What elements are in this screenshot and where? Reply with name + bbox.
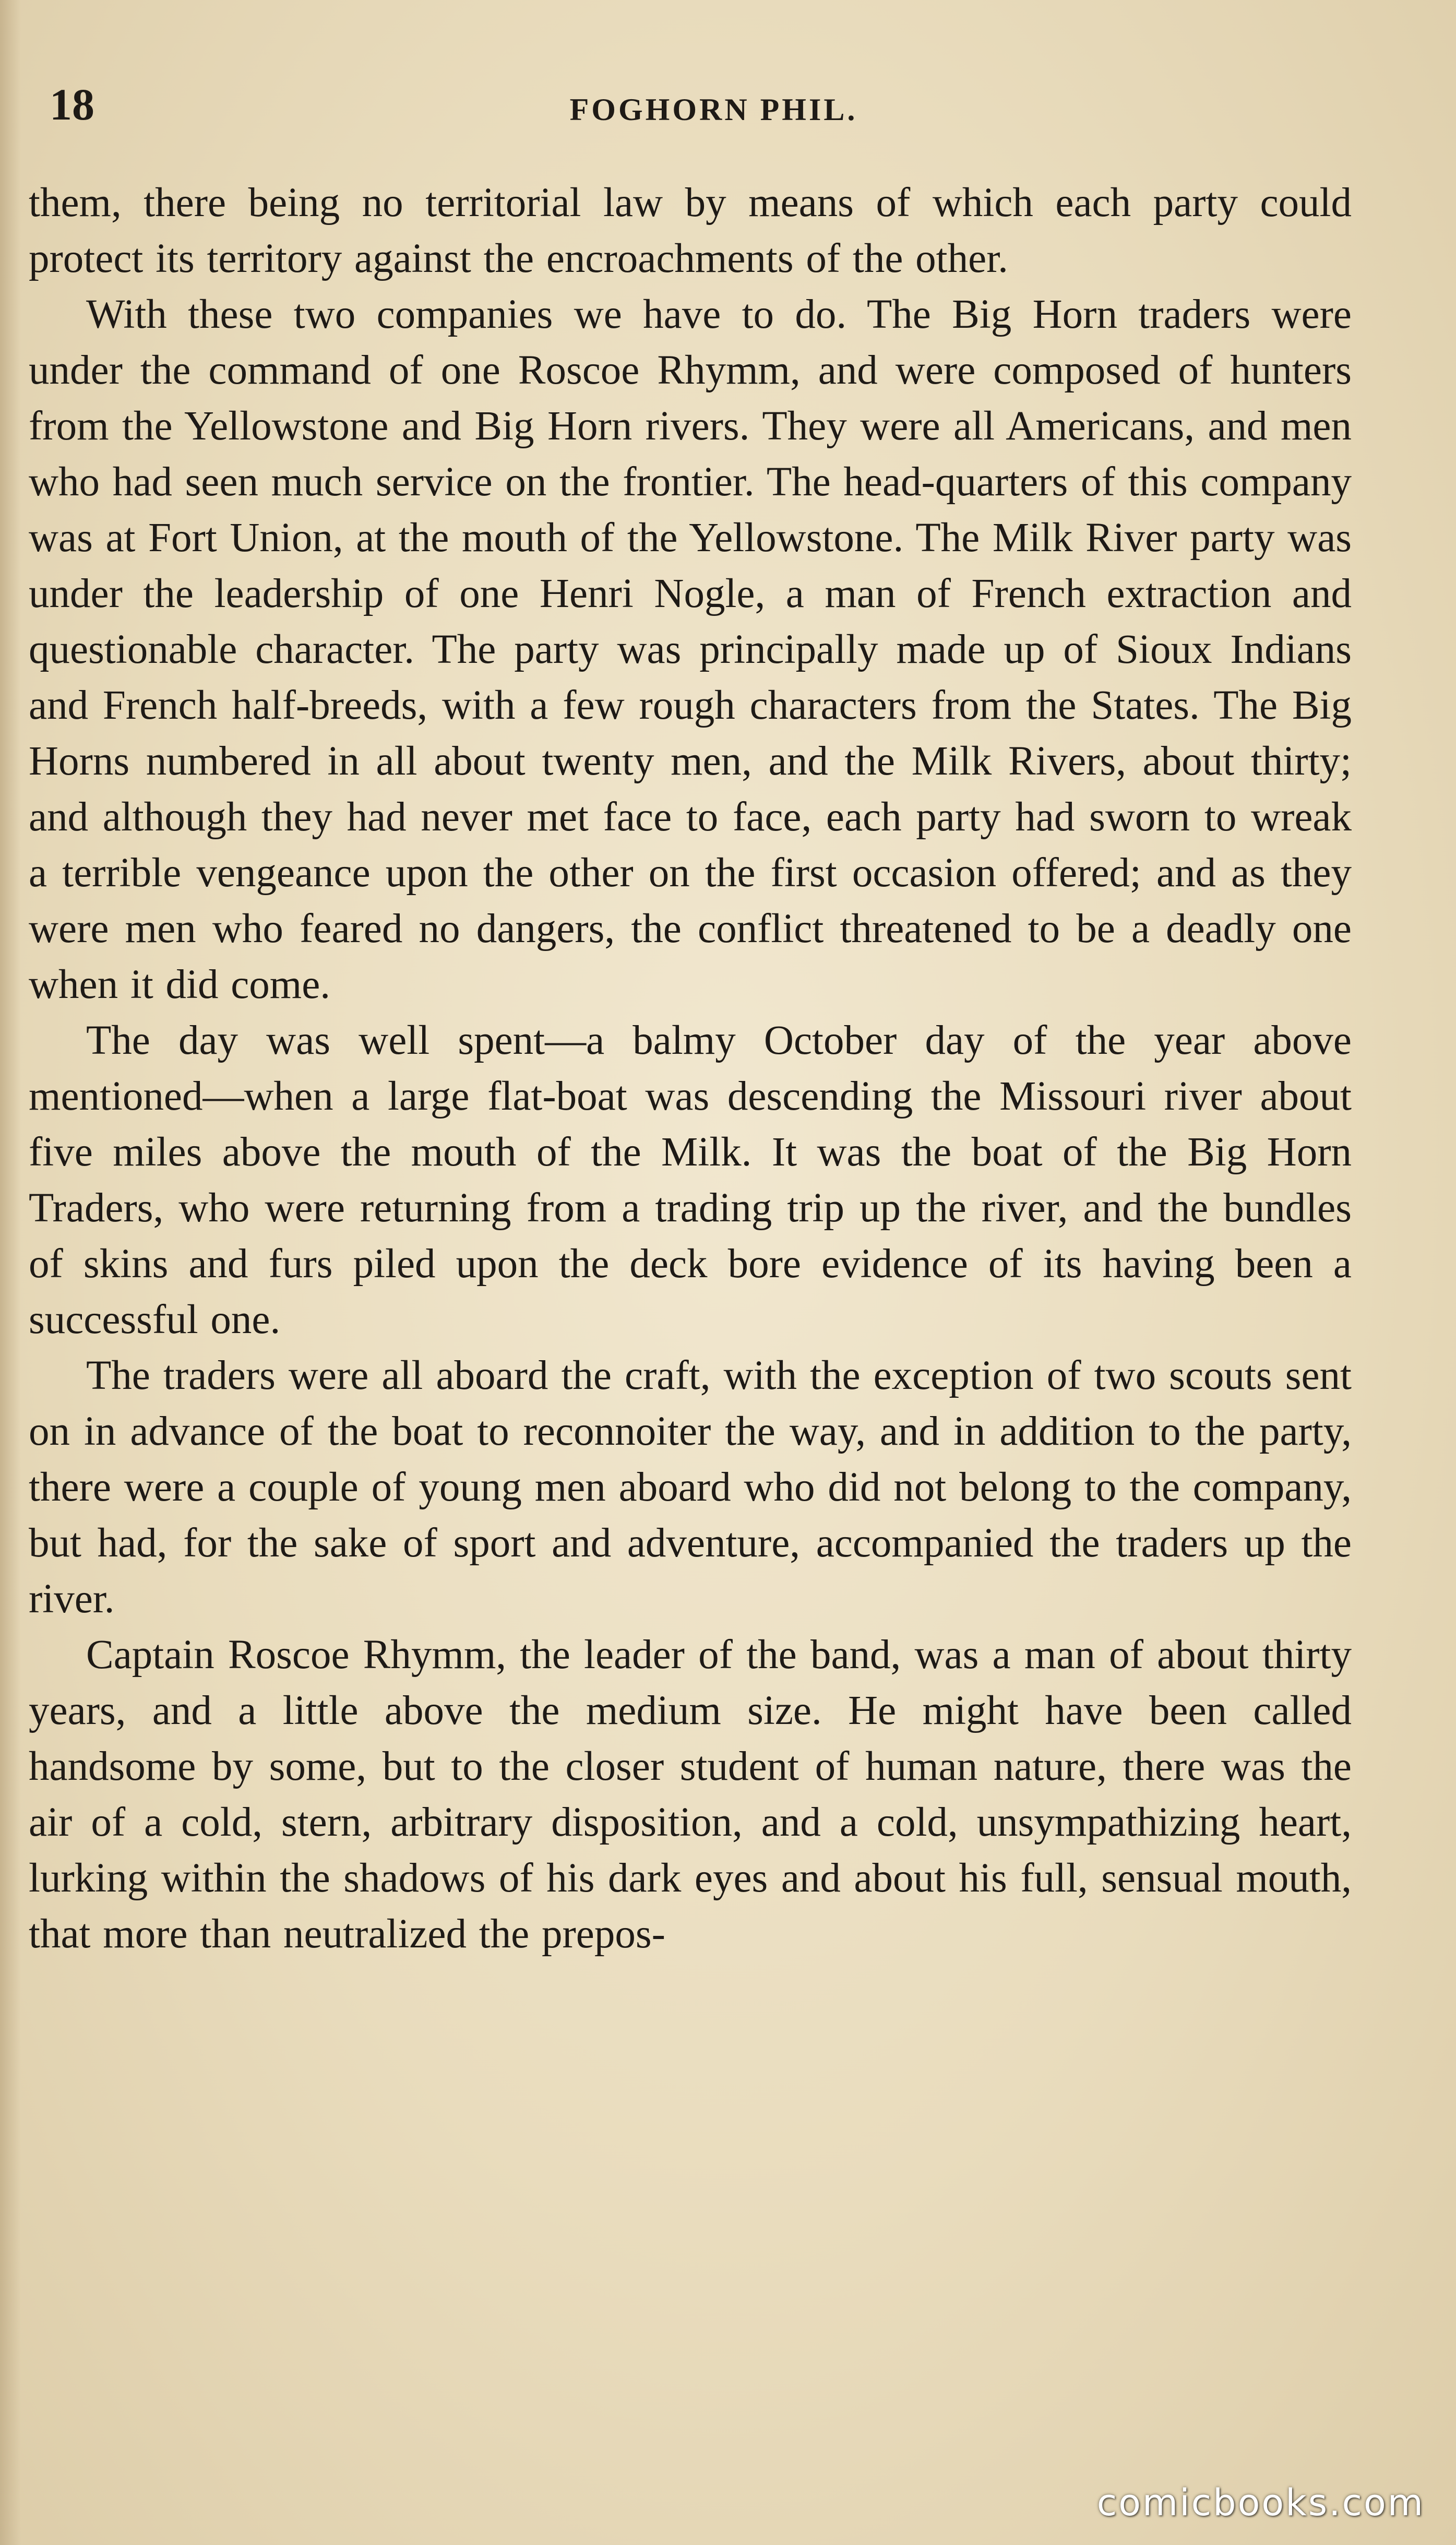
paragraph-continuation: them, there being no territorial law by means of which each party could protect its territory against the encroachments of the other. <box>29 180 1352 281</box>
running-title: FOGHORN PHIL. <box>569 92 858 127</box>
page-number: 18 <box>50 79 94 129</box>
paragraph: With these two companies we have to do. The Big Horn traders were under the command of one Roscoe Rhymm, and were composed of hunters from the Yellowstone and Big Horn rivers. They were all Americans, and men who had seen much service on the frontier. The head-quarters of this company was at Fort Union, at the mouth of the Yellowstone. The Milk River party was under the leadership of one Henri Nogle, a man of French extraction and questionable character. The party was principally made up of Sioux Indians and French half-breeds, with a few rough characters from the States. The Big Horns numbered in all about twenty men, and the Milk Rivers, about thirty; and although they had never met face to face, each party had sworn to wreak a terrible vengeance upon the other on the first occasion offered; and as they were men who feared no dangers, the conflict threatened to be a deadly one when it did come. <box>29 292 1352 1007</box>
paragraph: Captain Roscoe Rhymm, the leader of the band, was a man of about thirty years, and a little above the medium size. He might have been called handsome by some, but to the closer student of human nature, there was the air of a cold, stern, arbitrary disposition, and a cold, unsympathizing heart, lurking within the shadows of his dark eyes and about his full, sensual mouth, that more than neutralized the prepos- <box>29 1632 1352 1957</box>
page-header <box>50 78 1378 136</box>
page-edge-shadow <box>0 0 21 2545</box>
site-watermark: comicbooks.com <box>1096 2481 1425 2524</box>
paragraph: The traders were all aboard the craft, with the exception of two scouts sent on in advance of the boat to reconnoiter the way, and in addition to the party, there were a couple of young men aboard who did not belong to the company, but had, for the sake of sport and adventure, accompanied the traders up the river. <box>29 1353 1352 1622</box>
paragraph: The day was well spent—a balmy October day of the year above mentioned—when a large flat-boat was descending the Missouri river about five miles above the mouth of the Milk. It was the boat of the Big Horn Traders, who were returning from a trading trip up the river, and the bundles of skins and furs piled upon the deck bore evidence of its having been a successful one. <box>29 1018 1352 1342</box>
body-text <box>29 175 1352 1962</box>
